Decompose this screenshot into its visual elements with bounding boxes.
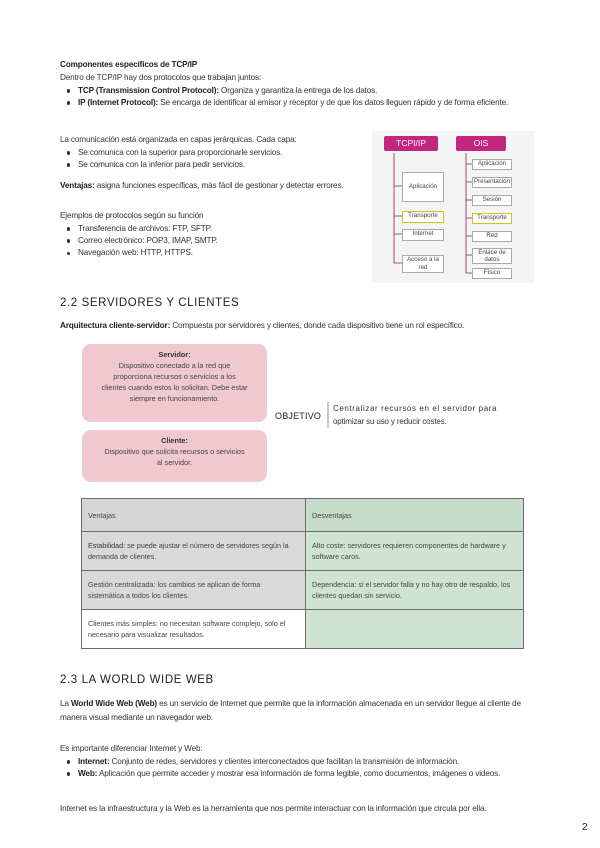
list-item: Se comunica con la superior para proporcionarle servicios. — [60, 147, 282, 159]
server-line: Dispositivo conectado a la red que — [118, 361, 231, 370]
client-line: Dispositivo que solicita recursos o servicios — [104, 447, 245, 456]
ois-layer-physical: Físico — [472, 268, 512, 279]
table-cell — [306, 610, 524, 649]
server-line: clientes cuando estos lo solicitan. Debe estar — [101, 383, 248, 392]
examples-list — [60, 223, 218, 260]
ois-header: OIS — [456, 136, 506, 151]
table-header-advantages: Ventajas — [82, 499, 306, 532]
table-row — [82, 571, 524, 610]
tcpip-layer-application: Aplicación — [402, 172, 444, 202]
internet-web-list — [60, 756, 500, 780]
tcpip-layer-network-access: Acceso a la red — [402, 255, 444, 273]
ois-layer-data-link: Enlace de datos — [472, 248, 512, 264]
tcpip-header: TCPI/IP — [384, 136, 438, 151]
tcp-protocol-list — [60, 85, 508, 109]
ois-layer-session: Sesión — [472, 195, 512, 206]
client-line: al servidor. — [156, 458, 193, 467]
list-item: Correo electrónico: POP3, IMAP, SMTP. — [60, 235, 218, 247]
examples-intro: Ejemplos de protocolos según su función — [60, 211, 204, 220]
objective-line: optimizar su uso y reducir costes. — [333, 417, 447, 426]
server-box — [82, 344, 267, 422]
tcpip-ois-diagram — [372, 131, 534, 283]
objective-text — [333, 402, 497, 428]
client-box-title: Cliente: — [161, 436, 188, 445]
table-cell: Gestión centralizada: los cambios se aplican de forma sistemática a todos los clientes. — [82, 571, 306, 610]
ois-layer-network: Red — [472, 231, 512, 242]
server-line: siempre en funcionamiento. — [129, 394, 220, 403]
table-cell: Dependencia: si el servidor falla y no hay otro de respaldo, los clientes quedan sin servicio. — [306, 571, 524, 610]
objective-divider — [327, 402, 329, 428]
tcpip-layer-internet: Internet — [402, 229, 444, 241]
table-cell: Clientes más simples: no necesitan software complejo, solo el necesario para visualizar resultados. — [82, 610, 306, 649]
advantages-line: Ventajas: asigna funciones específicas, más fácil de gestionar y detectar errores. — [60, 181, 344, 190]
table-row — [82, 532, 524, 571]
list-item: Navegación web: HTTP, HTTPS. — [60, 247, 218, 259]
list-item: Internet: Conjunto de redes, servidores y clientes interconectados que facilitan la transmisión de información. — [60, 756, 500, 768]
www-definition: La World Wide Web (Web) es un servicio de Internet que permite que la información almacenada en un servidor llegue al cliente de manera visual mediante un navegador web. — [60, 699, 521, 722]
table-row — [82, 610, 524, 649]
tcpip-layer-transport: Transporte — [402, 211, 444, 223]
ois-layer-application: Aplicación — [472, 159, 512, 170]
table-cell: Alto coste: servidores requieren componentes de hardware y software caros. — [306, 532, 524, 571]
objective-label: OBJETIVO — [275, 411, 322, 421]
tcp-title: Componentes específicos de TCP/IP — [60, 60, 198, 69]
list-item: TCP (Transmission Control Protocol): Organiza y garantiza la entrega de los datos. — [60, 85, 508, 97]
objective-line: Centralizar recursos en el servidor para — [333, 404, 498, 413]
section-heading-www: 2.3 LA WORLD WIDE WEB — [60, 674, 214, 686]
table-cell: Estabilidad: se puede ajustar el número de servidores según la demanda de clientes. — [82, 532, 306, 571]
layers-intro: La comunicación está organizada en capas jerárquicas. Cada capa: — [60, 135, 297, 144]
client-box — [82, 430, 267, 482]
server-line: proporciona recursos o servicios a los — [113, 372, 236, 381]
table-header-row — [82, 499, 524, 532]
section-heading-servers-clients: 2.2 SERVIDORES Y CLIENTES — [60, 297, 240, 309]
server-box-title: Servidor: — [158, 350, 191, 359]
list-item: Transferencia de archivos: FTP, SFTP. — [60, 223, 218, 235]
tcp-intro: Dentro de TCP/IP hay dos protocolos que trabajan juntos: — [60, 73, 262, 82]
internet-web-summary: Internet es la infraestructura y la Web es la herramienta que nos permite interactuar con la información que circula por ella. — [60, 804, 487, 813]
list-item: Web: Aplicación que permite acceder y mostrar esa información de forma legible, como documentos, imágenes o videos. — [60, 768, 500, 780]
list-item: Se comunica con la inferior para pedir servicios. — [60, 159, 282, 171]
ois-layer-presentation: Presentación — [472, 177, 512, 188]
client-server-definition: Arquitectura cliente-servidor: Compuesta por servidores y clientes, donde cada dispositivo tiene un rol específico. — [60, 321, 465, 330]
internet-web-intro: Es importante diferenciar Internet y Web: — [60, 744, 203, 753]
list-item: IP (Internet Protocol): Se encarga de identificar al emisor y receptor y de que los datos lleguen rápido y de forma eficiente. — [60, 97, 508, 109]
layers-list — [60, 147, 282, 171]
page-number: 2 — [582, 822, 588, 833]
pros-cons-table — [81, 498, 524, 649]
ois-layer-transport: Transporte — [472, 213, 512, 224]
table-header-disadvantages: Desventajas — [306, 499, 524, 532]
